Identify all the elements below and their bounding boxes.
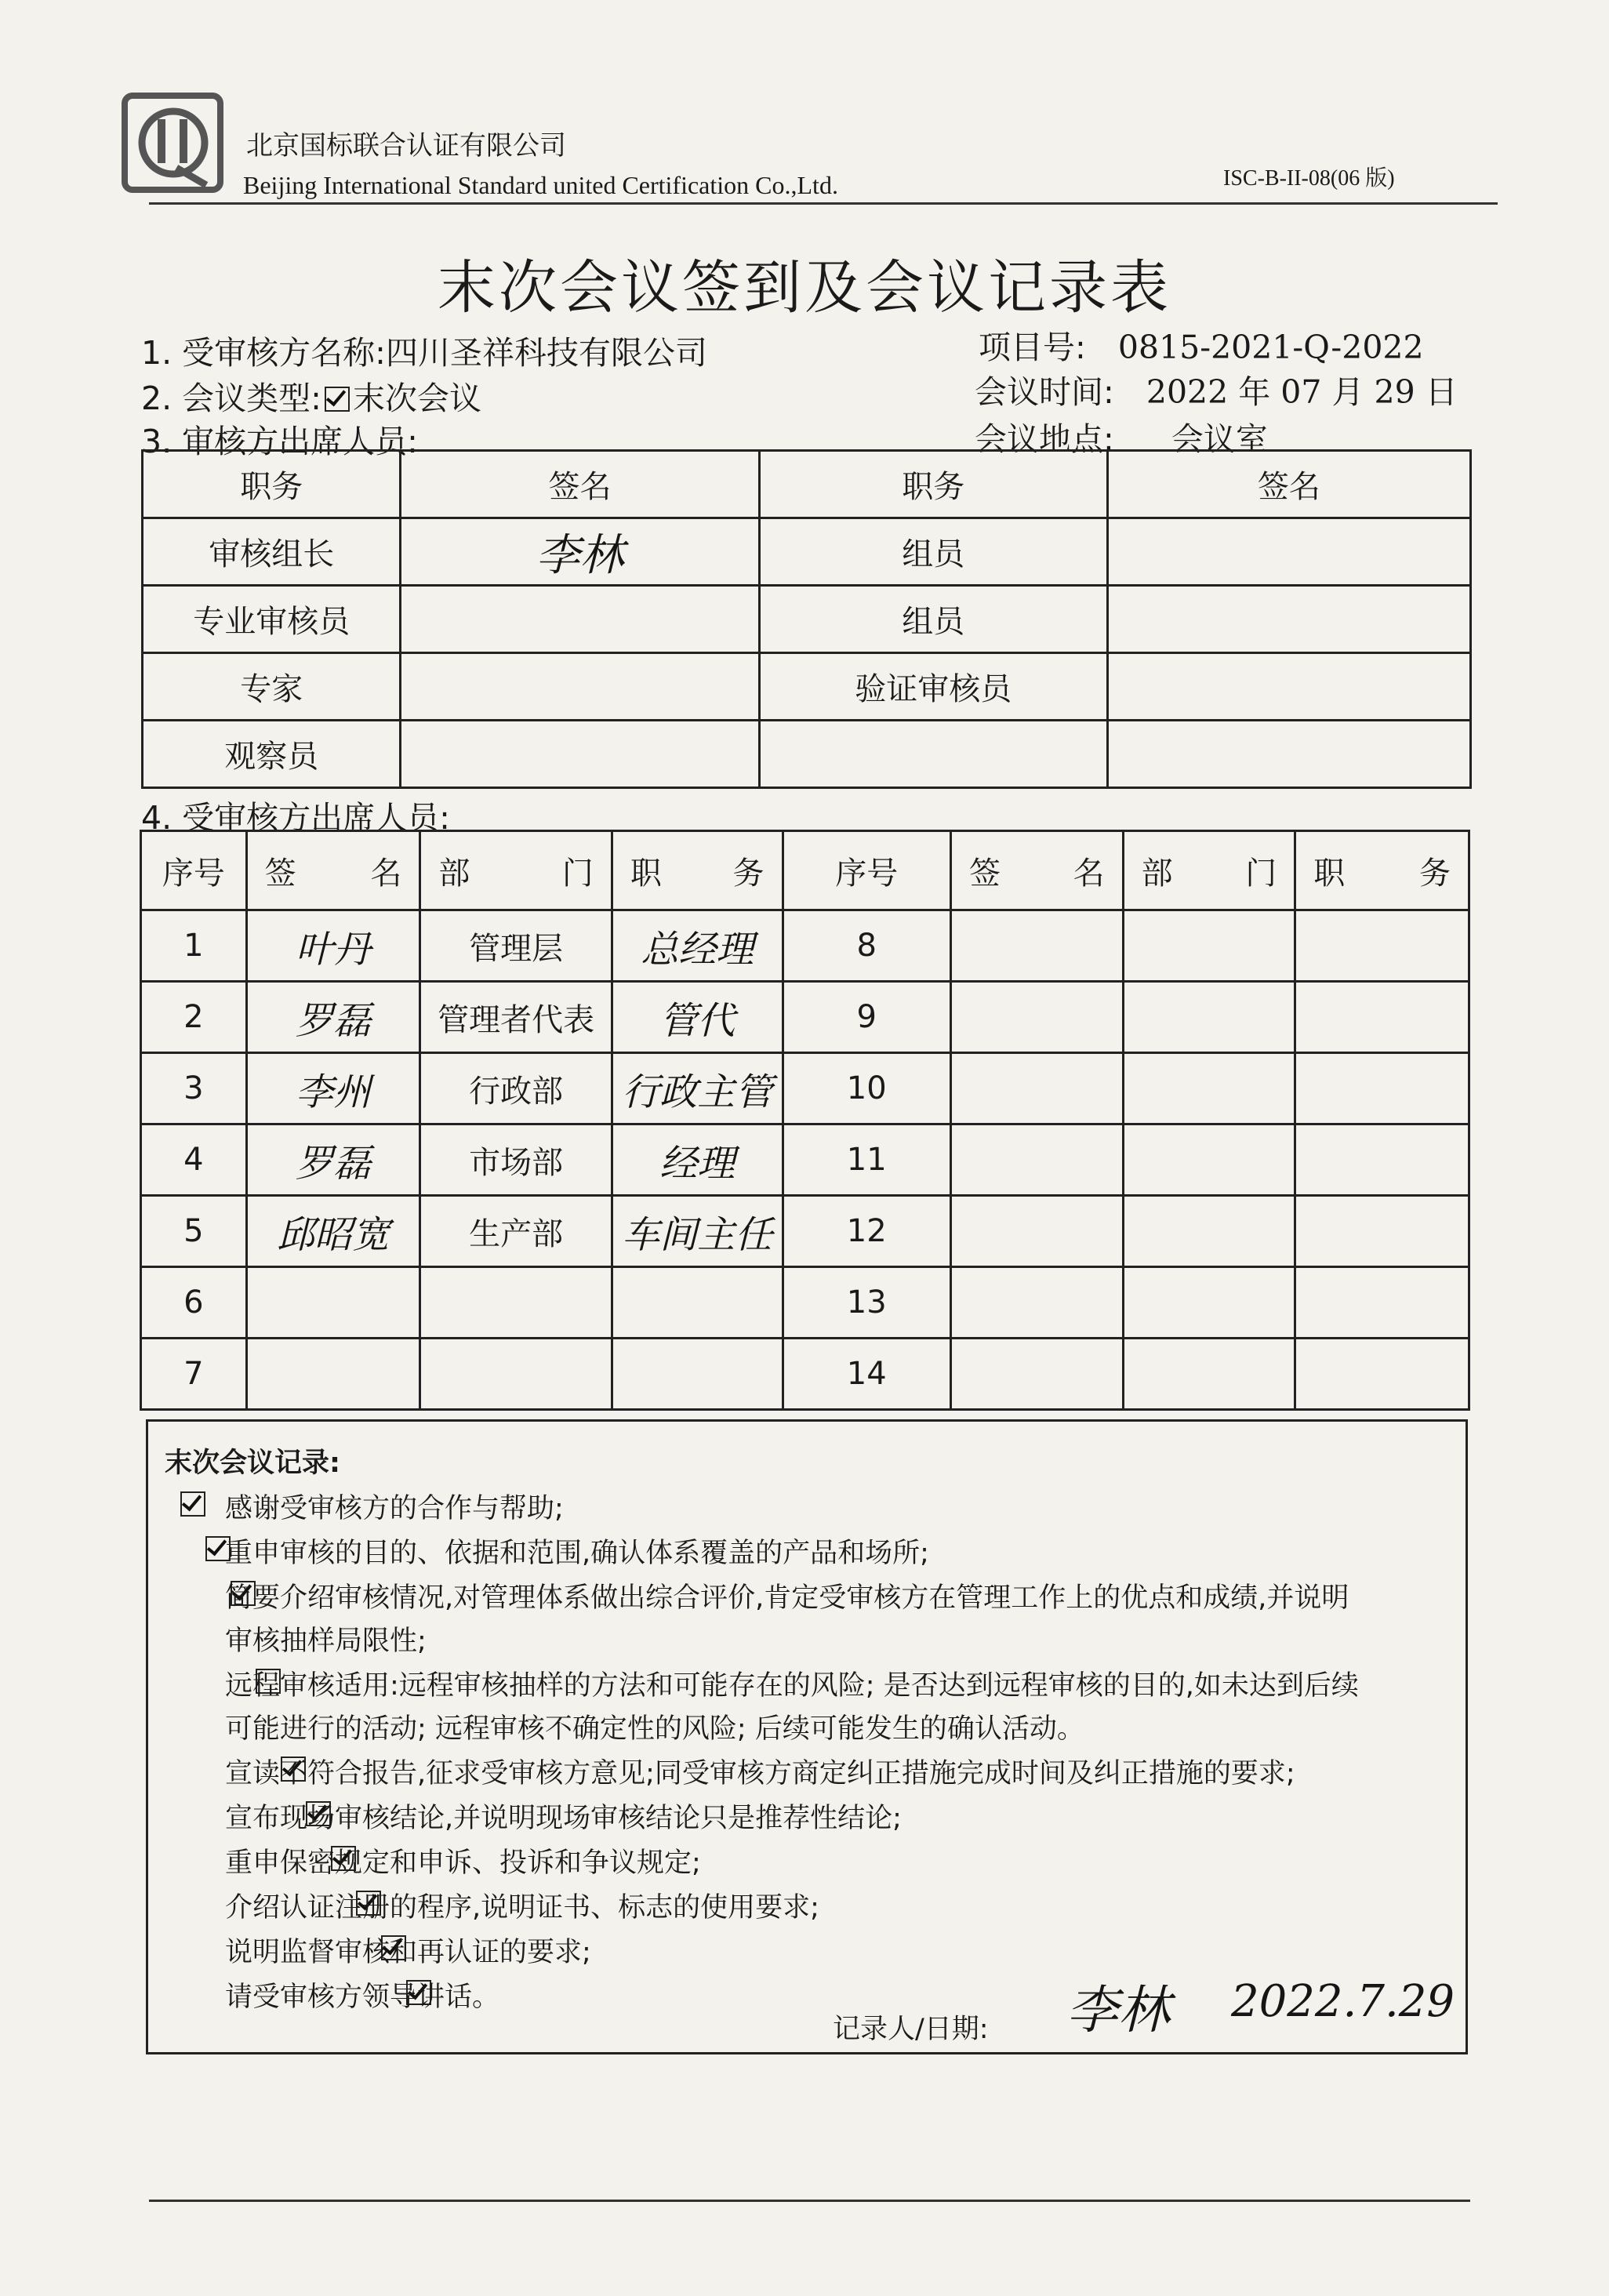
signature-cell bbox=[950, 1196, 1123, 1267]
info-project bbox=[979, 322, 1424, 368]
col-header-part: 职 bbox=[1313, 855, 1346, 892]
department-cell bbox=[420, 1339, 612, 1410]
col-header: 签名 bbox=[401, 451, 759, 518]
position-cell: 经理 bbox=[612, 1124, 783, 1196]
meeting-time-label: 会议时间: bbox=[975, 373, 1114, 411]
position-cell bbox=[1295, 1124, 1469, 1196]
department-cell bbox=[1123, 910, 1295, 982]
checkbox-icon bbox=[325, 387, 350, 412]
signature-cell: 罗磊 bbox=[246, 982, 420, 1053]
record-item-text: 可能进行的活动; 远程审核不确定性的风险; 后续可能发生的确认活动。 bbox=[225, 1713, 1084, 1745]
document-title: 末次会议签到及会议记录表 bbox=[438, 254, 1171, 322]
department-cell bbox=[1123, 1196, 1295, 1267]
signature-cell bbox=[401, 721, 759, 788]
recorder-label: 记录人/日期: bbox=[833, 2014, 989, 2045]
col-header: 签名 bbox=[1107, 451, 1470, 518]
table-row bbox=[141, 1053, 1469, 1124]
position-cell bbox=[1295, 982, 1469, 1053]
position-cell bbox=[612, 1267, 783, 1339]
table-header-row bbox=[143, 451, 1471, 518]
col-header-part: 门 bbox=[1245, 855, 1277, 892]
row-number-cell: 8 bbox=[783, 910, 950, 982]
meeting-type-value: 末次会议 bbox=[352, 380, 481, 417]
col-header bbox=[246, 831, 420, 910]
col-header bbox=[1123, 831, 1295, 910]
position-cell: 总经理 bbox=[612, 910, 783, 982]
record-item-text: 说明监督审核和再认证的要求; bbox=[225, 1937, 591, 1968]
signature-cell: 叶丹 bbox=[246, 910, 420, 982]
role-cell: 验证审核员 bbox=[759, 653, 1107, 721]
record-item-text: 远程审核适用:远程审核抽样的方法和可能存在的风险; 是否达到远程审核的目的,如未达到后续 bbox=[225, 1670, 1359, 1702]
position-cell bbox=[1295, 1196, 1469, 1267]
signature-cell bbox=[950, 1267, 1123, 1339]
department-cell: 生产部 bbox=[420, 1196, 612, 1267]
company-name-en: Beijing International Standard united Certification Co.,Ltd. bbox=[243, 171, 838, 199]
table-row bbox=[141, 1339, 1469, 1410]
header-divider bbox=[149, 202, 1498, 205]
signature-cell bbox=[950, 910, 1123, 982]
record-item-text: 请受审核方领导讲话。 bbox=[225, 1982, 500, 2013]
project-label: 项目号: bbox=[979, 329, 1086, 366]
signature-cell bbox=[1107, 721, 1470, 788]
info-meeting-type bbox=[141, 372, 481, 419]
role-cell bbox=[759, 721, 1107, 788]
position-cell bbox=[1295, 1339, 1469, 1410]
role-cell: 专业审核员 bbox=[143, 586, 401, 653]
signature-cell bbox=[401, 586, 759, 653]
row-number-cell: 5 bbox=[141, 1196, 247, 1267]
record-title: 末次会议记录: bbox=[165, 1448, 340, 1479]
col-header-part: 部 bbox=[1141, 855, 1173, 892]
row-number-cell: 7 bbox=[141, 1339, 247, 1410]
recorder-date: 2022.7.29 bbox=[1231, 1976, 1455, 2027]
record-item-text: 审核抽样局限性; bbox=[225, 1626, 427, 1657]
row-number-cell: 2 bbox=[141, 982, 247, 1053]
info-auditee bbox=[141, 327, 707, 373]
role-cell: 专家 bbox=[143, 653, 401, 721]
col-header-part: 部 bbox=[438, 855, 470, 892]
table-row bbox=[143, 653, 1471, 721]
auditee-value: 四川圣祥科技有限公司 bbox=[385, 334, 707, 372]
auditor-attendance-table bbox=[141, 449, 1472, 789]
row-number-cell: 13 bbox=[783, 1267, 950, 1339]
department-cell bbox=[420, 1267, 612, 1339]
section4-label: 4. 受审核方出席人员: bbox=[141, 799, 450, 837]
row-number-cell: 14 bbox=[783, 1339, 950, 1410]
auditee-table-body bbox=[141, 910, 1469, 1410]
meeting-place-value: 会议室 bbox=[1171, 420, 1268, 458]
col-header bbox=[420, 831, 612, 910]
table-header-row bbox=[141, 831, 1469, 910]
table-row bbox=[141, 910, 1469, 982]
signature-cell bbox=[246, 1267, 420, 1339]
department-cell: 市场部 bbox=[420, 1124, 612, 1196]
row-number-cell: 4 bbox=[141, 1124, 247, 1196]
position-cell bbox=[1295, 1267, 1469, 1339]
department-cell bbox=[1123, 1267, 1295, 1339]
record-item-text: 重申审核的目的、依据和范围,确认体系覆盖的产品和场所; bbox=[225, 1538, 929, 1569]
col-header-part: 务 bbox=[1419, 855, 1451, 892]
col-header-part: 名 bbox=[1073, 855, 1105, 892]
department-cell bbox=[1123, 1053, 1295, 1124]
signature-cell: 李州 bbox=[246, 1053, 420, 1124]
position-cell bbox=[612, 1339, 783, 1410]
col-header: 职务 bbox=[143, 451, 401, 518]
signature-cell: 李林 bbox=[401, 518, 759, 586]
table-row bbox=[141, 1196, 1469, 1267]
signature-cell: 罗磊 bbox=[246, 1124, 420, 1196]
col-header bbox=[1295, 831, 1469, 910]
department-cell: 管理者代表 bbox=[420, 982, 612, 1053]
department-cell bbox=[1123, 982, 1295, 1053]
table-row bbox=[141, 1124, 1469, 1196]
record-item-text: 宣布现场审核结论,并说明现场审核结论只是推荐性结论; bbox=[225, 1803, 902, 1834]
department-cell: 行政部 bbox=[420, 1053, 612, 1124]
info-meeting-time bbox=[975, 366, 1458, 412]
signature-cell bbox=[950, 1124, 1123, 1196]
col-header-part: 名 bbox=[370, 855, 402, 892]
row-number-cell: 11 bbox=[783, 1124, 950, 1196]
position-cell: 管代 bbox=[612, 982, 783, 1053]
position-cell bbox=[1295, 1053, 1469, 1124]
col-header: 序号 bbox=[783, 831, 950, 910]
row-number-cell: 12 bbox=[783, 1196, 950, 1267]
position-cell bbox=[1295, 910, 1469, 982]
table-row bbox=[141, 982, 1469, 1053]
col-header: 职务 bbox=[759, 451, 1107, 518]
recorder-signature: 李林 bbox=[1066, 1980, 1170, 2040]
project-value: 0815-2021-Q-2022 bbox=[1117, 329, 1424, 366]
company-name-cn: 北京国标联合认证有限公司 bbox=[246, 130, 566, 162]
role-cell: 组员 bbox=[759, 518, 1107, 586]
auditee-label: 1. 受审核方名称: bbox=[141, 334, 386, 372]
department-cell bbox=[1123, 1339, 1295, 1410]
position-cell: 行政主管 bbox=[612, 1053, 783, 1124]
record-item-text: 介绍认证注册的程序,说明证书、标志的使用要求; bbox=[225, 1892, 819, 1924]
row-number-cell: 9 bbox=[783, 982, 950, 1053]
role-cell: 观察员 bbox=[143, 721, 401, 788]
col-header-part: 务 bbox=[732, 855, 765, 892]
col-header bbox=[950, 831, 1123, 910]
record-item-text: 重申保密规定和申诉、投诉和争议规定; bbox=[225, 1847, 701, 1879]
auditee-attendance-table bbox=[140, 830, 1470, 1411]
checkbox-icon bbox=[180, 1491, 205, 1517]
role-cell: 审核组长 bbox=[143, 518, 401, 586]
form-code: ISC-B-II-08(06 版) bbox=[1223, 166, 1395, 191]
meeting-type-label: 2. 会议类型: bbox=[141, 380, 321, 417]
col-header-part: 签 bbox=[264, 855, 296, 892]
signature-cell bbox=[1107, 518, 1470, 586]
row-number-cell: 10 bbox=[783, 1053, 950, 1124]
col-header bbox=[612, 831, 783, 910]
department-cell: 管理层 bbox=[420, 910, 612, 982]
table-row bbox=[141, 1267, 1469, 1339]
auditor-attendees-label: 3. 审核方出席人员: bbox=[141, 423, 418, 460]
signature-cell bbox=[950, 1339, 1123, 1410]
department-cell bbox=[1123, 1124, 1295, 1196]
role-cell: 组员 bbox=[759, 586, 1107, 653]
record-item-text: 宣读不符合报告,征求受审核方意见;同受审核方商定纠正措施完成时间及纠正措施的要求; bbox=[225, 1758, 1295, 1789]
col-header-part: 签 bbox=[968, 855, 1001, 892]
signature-cell: 邱昭宽 bbox=[246, 1196, 420, 1267]
company-logo-icon bbox=[122, 93, 223, 193]
table-row bbox=[143, 586, 1471, 653]
signature-cell bbox=[950, 1053, 1123, 1124]
footer-divider bbox=[149, 2200, 1470, 2202]
col-header-part: 门 bbox=[561, 855, 594, 892]
position-cell: 车间主任 bbox=[612, 1196, 783, 1267]
meeting-time-value: 2022 年 07 月 29 日 bbox=[1146, 373, 1458, 411]
col-header: 序号 bbox=[141, 831, 247, 910]
record-item-text: 感谢受审核方的合作与帮助; bbox=[225, 1493, 564, 1524]
signature-cell bbox=[401, 653, 759, 721]
table-row bbox=[143, 518, 1471, 586]
table-row bbox=[143, 721, 1471, 788]
row-number-cell: 6 bbox=[141, 1267, 247, 1339]
signature-cell bbox=[950, 982, 1123, 1053]
row-number-cell: 1 bbox=[141, 910, 247, 982]
signature-cell bbox=[1107, 653, 1470, 721]
col-header-part: 职 bbox=[630, 855, 662, 892]
record-item-text: 简要介绍审核情况,对管理体系做出综合评价,肯定受审核方在管理工作上的优点和成绩,并说明 bbox=[225, 1582, 1349, 1614]
signature-cell bbox=[246, 1339, 420, 1410]
row-number-cell: 3 bbox=[141, 1053, 247, 1124]
meeting-place-label: 会议地点: bbox=[975, 420, 1114, 458]
signature-cell bbox=[1107, 586, 1470, 653]
